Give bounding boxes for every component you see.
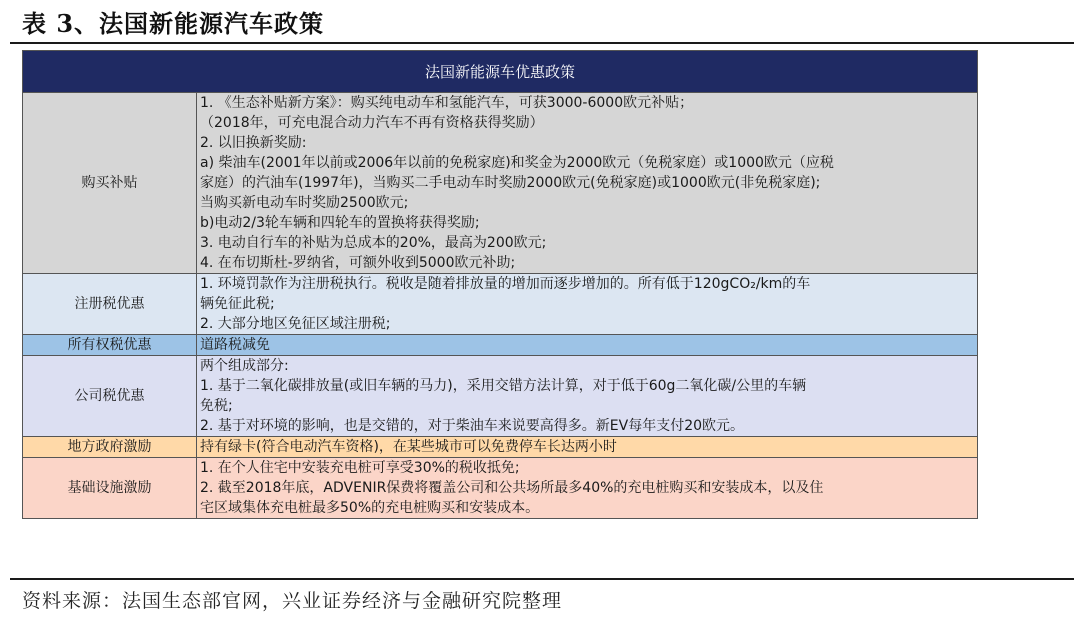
row-category: 购买补贴 [23, 93, 197, 274]
row-content [197, 437, 978, 458]
row-category: 公司税优惠 [23, 356, 197, 437]
content-line: 2. 大部分地区免征区域注册税; [200, 316, 391, 332]
content-line: 道路税减免 [200, 337, 270, 353]
content-line: 宅区域集体充电桩最多50%的充电桩购买和安装成本。 [200, 500, 540, 516]
content-line: 1. 环境罚款作为注册税执行。税收是随着排放量的增加而逐步增加的。所有低于120gCO₂/km的车 [200, 276, 811, 292]
content-line: 免税; [200, 398, 233, 414]
row-category: 基础设施激励 [23, 458, 197, 519]
table-row-local-government [23, 437, 978, 458]
content-line: 1. 在个人住宅中安装充电桩可享受30%的税收抵免; [200, 460, 520, 476]
content-line: 家庭）的汽油车(1997年)，当购买二手电动车时奖励2000欧元(免税家庭)或1000欧元(非免税家庭); [200, 175, 821, 191]
title-divider [10, 42, 1074, 44]
row-content [197, 458, 978, 519]
source-note: 资料来源：法国生态部官网，兴业证券经济与金融研究院整理 [22, 590, 563, 612]
source-divider [10, 578, 1074, 580]
table-row-infrastructure [23, 458, 978, 519]
content-line: 1. 《生态补贴新方案》：购买纯电动车和氢能汽车，可获3000-6000欧元补贴； [200, 95, 694, 111]
content-line: 持有绿卡(符合电动汽车资格)，在某些城市可以免费停车长达两小时 [200, 439, 617, 455]
content-line: a) 柴油车(2001年以前或2006年以前的免税家庭)和奖金为2000欧元（免税家庭）或1000欧元（应税 [200, 155, 834, 171]
content-line: 2. 基于对环境的影响，也是交错的，对于柴油车来说要高得多。新EV每年支付20欧元。 [200, 418, 745, 434]
content-line: 3. 电动自行车的补贴为总成本的20%，最高为200欧元; [200, 235, 547, 251]
content-line: 2. 截至2018年底，ADVENIR保费将覆盖公司和公共场所最多40%的充电桩购买和安装成本，以及住 [200, 480, 824, 496]
table-row-ownership-tax [23, 335, 978, 356]
content-line: 两个组成部分: [200, 358, 289, 374]
table-header: 法国新能源车优惠政策 [23, 51, 978, 93]
content-line: 2. 以旧换新奖励: [200, 135, 307, 151]
row-content [197, 335, 978, 356]
content-line: 4. 在布切斯杜-罗纳省，可额外收到5000欧元补助; [200, 255, 516, 271]
row-content [197, 274, 978, 335]
table-row-purchase-subsidy [23, 93, 978, 274]
row-content [197, 93, 978, 274]
table-row-company-tax [23, 356, 978, 437]
table-header-row [23, 51, 978, 93]
row-category: 地方政府激励 [23, 437, 197, 458]
table-title: 表 3、法国新能源汽车政策 [22, 9, 325, 38]
content-line: 1. 基于二氧化碳排放量(或旧车辆的马力)，采用交错方法计算，对于低于60g二氧化碳/公里的车辆 [200, 378, 807, 394]
row-category: 注册税优惠 [23, 274, 197, 335]
content-line: 辆免征此税; [200, 296, 275, 312]
content-line: b)电动2/3轮车辆和四轮车的置换将获得奖励; [200, 215, 480, 231]
content-line: （2018年，可充电混合动力汽车不再有资格获得奖励） [200, 115, 544, 131]
content-line: 当购买新电动车时奖励2500欧元; [200, 195, 409, 211]
row-category: 所有权税优惠 [23, 335, 197, 356]
table-row-registration-tax [23, 274, 978, 335]
row-content [197, 356, 978, 437]
policy-table [22, 50, 978, 519]
